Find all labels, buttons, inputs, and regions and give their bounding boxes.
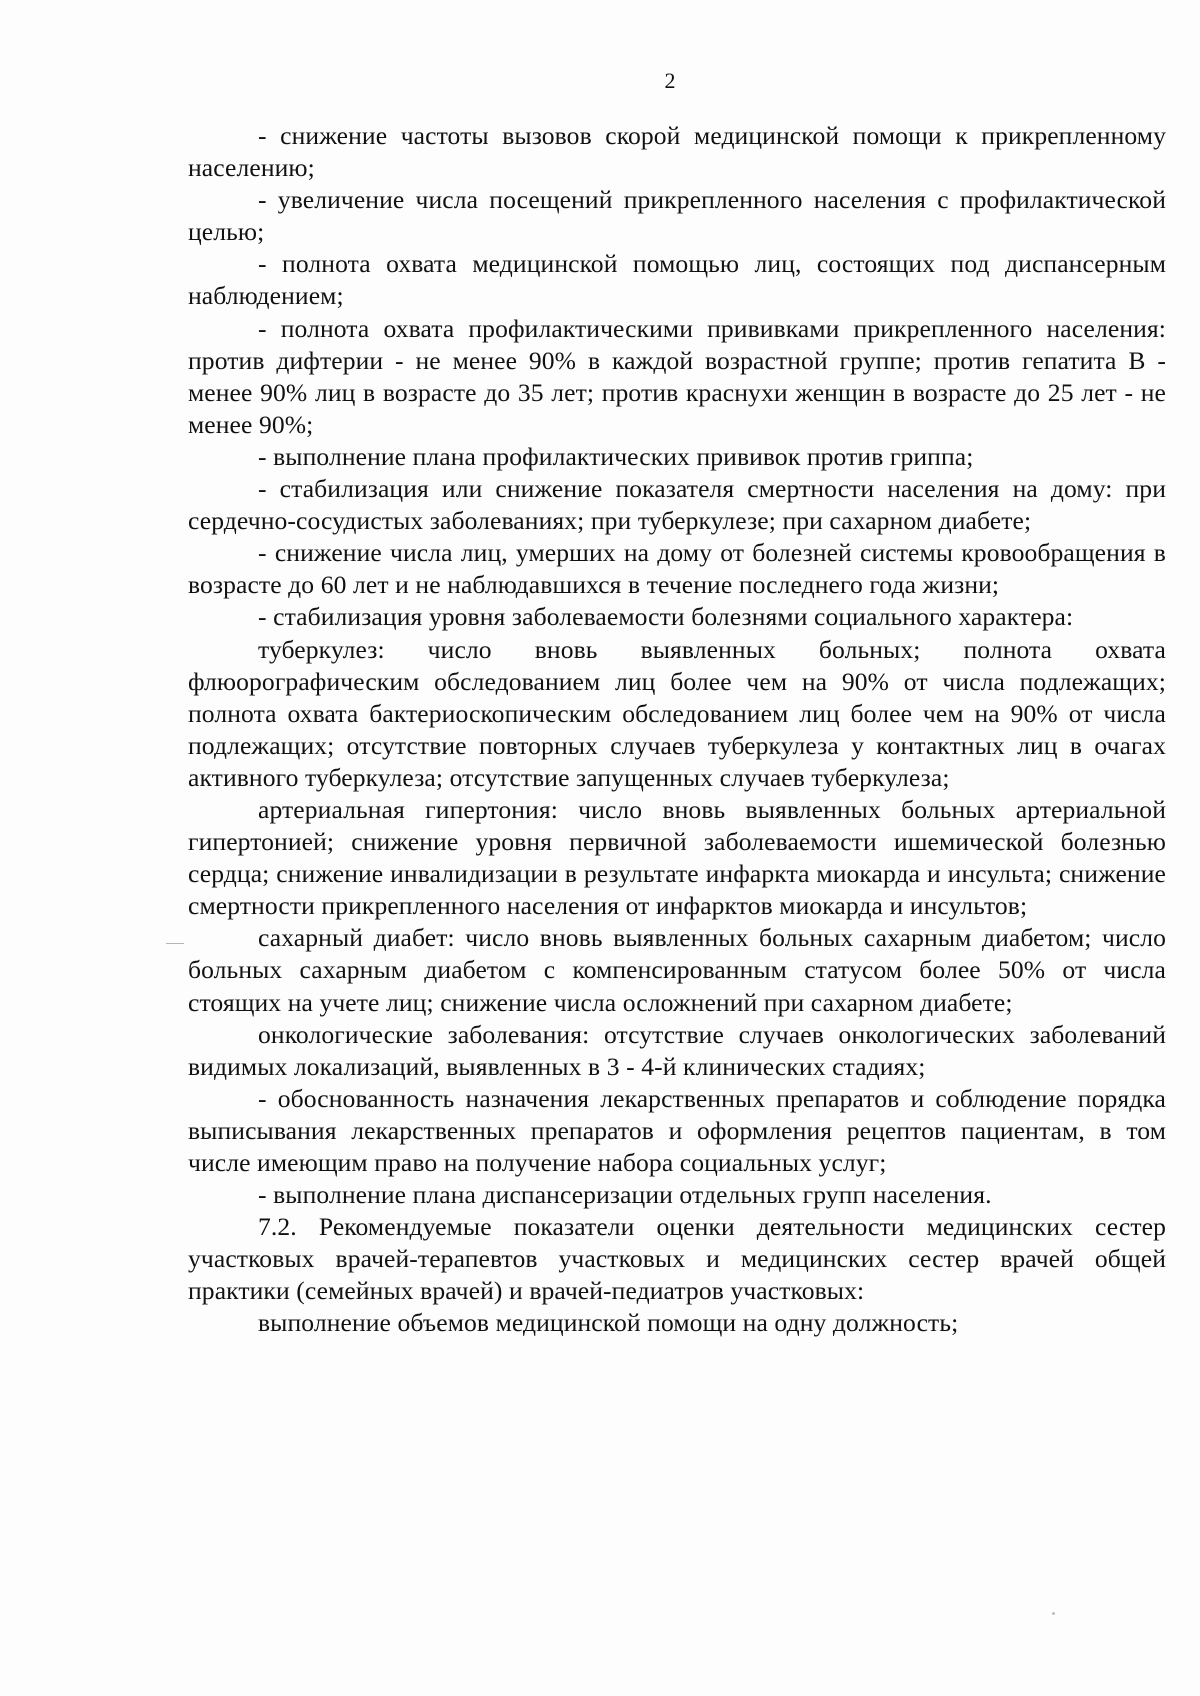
paragraph-social-diseases: - стабилизация уровня заболеваемости болезнями социального характера: (258, 602, 1074, 632)
document-body (188, 120, 1166, 1340)
paragraph-oncology: онкологические заболевания: отсутствие случаев онкологических заболеваний видимых локализаций, выявленных в 3 - 4-й клинических стадиях; (188, 1019, 1166, 1081)
paragraph-vaccination-coverage: - полнота охвата профилактическими прививками прикрепленного населения: против дифтерии - не менее 90% в каждой возрастной группе; против гепатита В - менее 90% лиц в возрасте до 35 лет; против краснухи женщин в возрасте до 25 лет - не менее 90%; (188, 313, 1166, 439)
paragraph-preventive-visits: - увеличение числа посещений прикрепленного населения с профилактической целью; (188, 185, 1166, 247)
paragraph-volume-per-position: выполнение объемов медицинской помощи на одну должность; (258, 1308, 959, 1338)
paragraph-circulatory-deaths: - снижение числа лиц, умерших на дому от болезней системы кровообращения в возрасте до 60 лет и не наблюдавшихся в течение последнего года жизни; (188, 538, 1166, 600)
paragraph-hypertension: артериальная гипертония: число вновь выявленных больных артериальной гипертонией; снижение уровня первичной заболеваемости ишемической болезнью сердца; снижение инвалидизации в результате инфаркта миокарда и инсульта; снижение смертности прикрепленного населения от инфарктов миокарда и инсультов; (188, 794, 1166, 921)
paragraph-tuberculosis: туберкулез: число вновь выявленных больных; полнота охвата флюорографическим обследованием лиц более чем на 90% от числа подлежащих; полнота охвата бактериоскопическим обследованием лиц более чем на 90% от числа подлежащих; отсутствие повторных случаев туберкулеза у контактных лиц в очагах активного туберкулеза; отсутствие запущенных случаев туберкулеза; (188, 634, 1166, 792)
paragraph-ambulance-calls: - снижение частоты вызовов скорой медицинской помощи к прикрепленному населению; (188, 121, 1166, 183)
paragraph-dispensary-coverage: - полнота охвата медицинской помощью лиц, состоящих под диспансерным наблюдением; (188, 249, 1166, 311)
scan-artifact (1052, 1612, 1055, 1615)
paragraph-flu-vaccination: - выполнение плана профилактических прививок против гриппа; (258, 441, 974, 471)
paragraph-home-mortality: - стабилизация или снижение показателя смертности населения на дому: при сердечно-сосудистых заболеваниях; при туберкулезе; при сахарном диабете; (188, 474, 1166, 536)
paragraph-section-7-2: 7.2. Рекомендуемые показатели оценки деятельности медицинских сестер участковых врачей-терапевтов участковых и медицинских сестер врачей общей практики (семейных врачей) и врачей-педиатров участковых: (188, 1212, 1166, 1306)
page-number: 2 (664, 68, 676, 93)
paragraph-dispensarization: - выполнение плана диспансеризации отдельных групп населения. (258, 1180, 992, 1210)
scan-artifact (166, 943, 184, 944)
paragraph-diabetes: сахарный диабет: число вновь выявленных больных сахарным диабетом; число больных сахарным диабетом с компенсированным статусом более 50% от числа стоящих на учете лиц; снижение числа осложнений при сахарном диабете; (188, 923, 1166, 1017)
paragraph-prescriptions: - обоснованность назначения лекарственных препаратов и соблюдение порядка выписывания лекарственных препаратов и оформления рецептов пациентам, в том числе имеющим право на получение набора социальных услуг; (188, 1083, 1166, 1177)
